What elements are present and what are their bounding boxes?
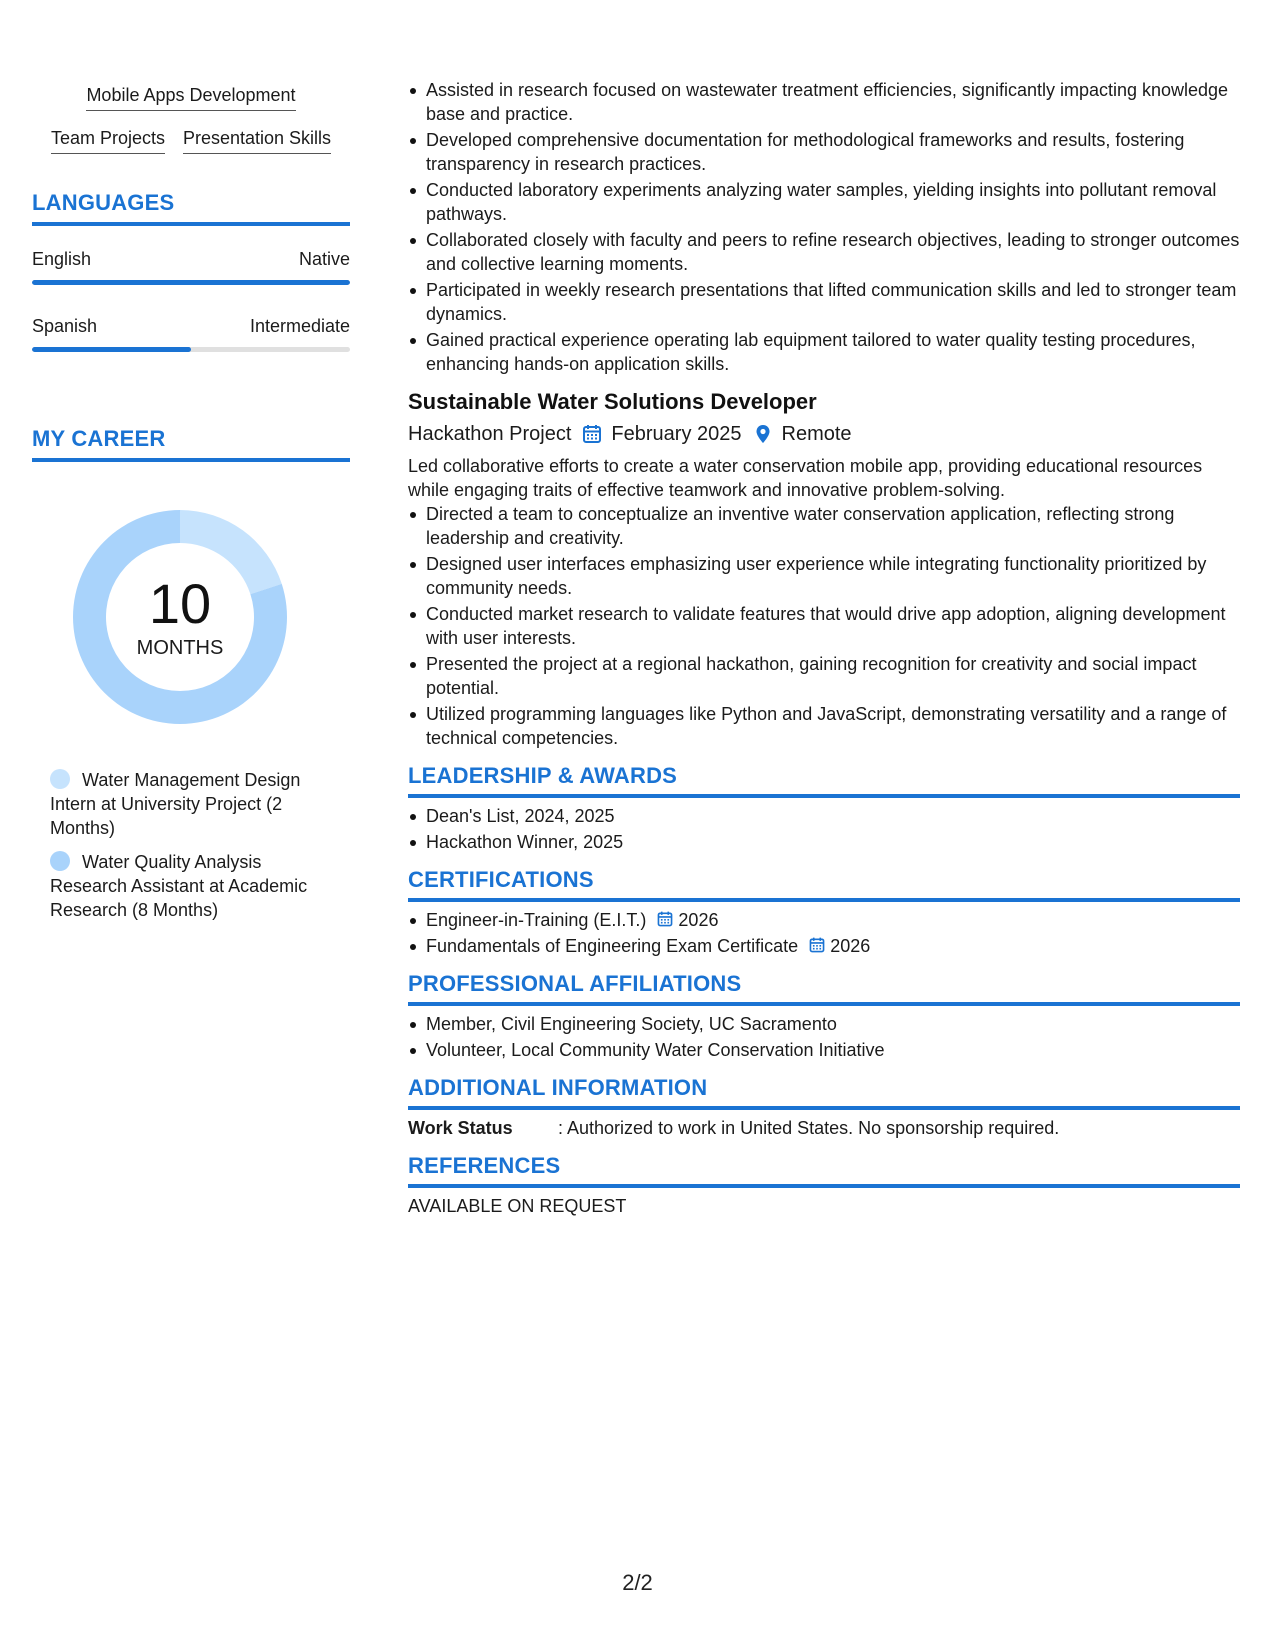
list-item: Conducted laboratory experiments analyzing water samples, yielding insights into pollutant removal pathways. (426, 178, 1240, 226)
language-list (32, 248, 350, 352)
legend-item (50, 850, 320, 922)
section-heading: LANGUAGES (32, 190, 175, 215)
legend-dot (50, 769, 70, 789)
list-item: Member, Civil Engineering Society, UC Sacramento (426, 1012, 1240, 1036)
legend-item (50, 768, 320, 840)
list-item: Utilized programming languages like Python and JavaScript, demonstrating versatility and a range of technical competencies. (426, 702, 1240, 750)
section-heading: ADDITIONAL INFORMATION (408, 1075, 708, 1100)
list-item: Assisted in research focused on wastewater treatment efficiencies, significantly impacting knowledge base and practice. (426, 78, 1240, 126)
references-text: AVAILABLE ON REQUEST (408, 1196, 627, 1216)
skill-tag: Mobile Apps Development (86, 84, 295, 111)
info-row (408, 1116, 1240, 1140)
certification-year: 2026 (830, 936, 871, 956)
list-item: Developed comprehensive documentation for methodological frameworks and results, fostering transparency in research practices. (426, 128, 1240, 176)
certification-name: Fundamentals of Engineering Exam Certificate (426, 936, 799, 956)
list-item: Collaborated closely with faculty and peers to refine research objectives, leading to stronger outcomes and collective learning moments. (426, 230, 1240, 274)
section-rule (408, 1106, 1240, 1110)
certifications-section (408, 868, 1240, 958)
list-item: Gained practical experience operating lab equipment tailored to water quality testing procedures, enhancing hands-on application skills. (426, 328, 1240, 376)
career-section (32, 426, 350, 922)
language-level: Intermediate (249, 316, 350, 336)
skill-row-2 (32, 127, 350, 154)
languages-section (32, 190, 350, 352)
list-item: Hackathon Winner, 2025 (426, 830, 1240, 854)
career-donut (65, 502, 295, 732)
language-bar (32, 280, 350, 285)
job-title: Sustainable Water Solutions Developer (408, 389, 817, 414)
additional-info-section (408, 1076, 1240, 1140)
certification-year: 2026 (678, 910, 719, 930)
calendar-icon (581, 423, 603, 445)
language-level: Native (298, 249, 350, 269)
list-item (426, 908, 1240, 932)
job-summary: Led collaborative efforts to create a water conservation mobile app, providing educational resources while engaging traits of effective teamwork and innovative problem-solving. (408, 456, 1203, 500)
language-item (32, 248, 350, 285)
section-rule (32, 458, 350, 462)
language-bar-fill (32, 347, 191, 352)
language-item (32, 315, 350, 352)
calendar-icon (656, 910, 674, 928)
page-number: 2/2 (622, 1570, 653, 1595)
section-heading: PROFESSIONAL AFFILIATIONS (408, 971, 742, 996)
donut-center (65, 502, 295, 732)
left-column (32, 84, 350, 932)
section-heading: LEADERSHIP & AWARDS (408, 763, 678, 788)
career-legend (50, 768, 320, 922)
list-item: Presented the project at a regional hackathon, gaining recognition for creativity and social impact potential. (426, 652, 1240, 700)
list-item (426, 934, 1240, 958)
section-heading: MY CAREER (32, 426, 166, 451)
skill-tag: Presentation Skills (183, 127, 331, 154)
list-item: Participated in weekly research presentations that lifted communication skills and led to stronger team dynamics. (426, 278, 1240, 326)
right-column (408, 78, 1240, 1218)
skill-row-1 (32, 84, 350, 111)
job-organization: Hackathon Project (408, 423, 572, 445)
legend-dot (50, 851, 70, 871)
info-value: : Authorized to work in United States. No sponsorship required. (558, 1118, 1060, 1138)
list-item: Volunteer, Local Community Water Conservation Initiative (426, 1038, 1240, 1062)
job-bullets (408, 502, 1240, 750)
list-item: Conducted market research to validate features that would drive app adoption, aligning development with user interests. (426, 602, 1240, 650)
section-heading: CERTIFICATIONS (408, 867, 594, 892)
section-rule (408, 1184, 1240, 1188)
list-item: Designed user interfaces emphasizing user experience while integrating functionality prioritized by community needs. (426, 552, 1240, 600)
section-rule (32, 222, 350, 226)
section-heading: REFERENCES (408, 1153, 561, 1178)
legend-label: Water Quality Analysis Research Assistant at Academic Research (8 Months) (50, 852, 308, 920)
job-location: Remote (781, 423, 852, 445)
skill-tag: Team Projects (51, 127, 165, 154)
career-total-number: 10 (148, 571, 212, 635)
info-key: Work Status (408, 1118, 513, 1138)
job-date: February 2025 (611, 423, 742, 445)
language-bar (32, 347, 350, 352)
section-rule (408, 794, 1240, 798)
legend-label: Water Management Design Intern at University Project (2 Months) (50, 770, 301, 838)
language-name: English (32, 249, 92, 269)
list-item: Directed a team to conceptualize an inventive water conservation application, reflecting strong leadership and creativity. (426, 502, 1240, 550)
affiliations-section (408, 972, 1240, 1062)
language-name: Spanish (32, 316, 98, 336)
section-rule (408, 1002, 1240, 1006)
section-rule (408, 898, 1240, 902)
language-bar-fill (32, 280, 350, 285)
list-item: Dean's List, 2024, 2025 (426, 804, 1240, 828)
certification-name: Engineer-in-Training (E.I.T.) (426, 910, 647, 930)
job-entry (408, 388, 1240, 750)
leadership-section (408, 764, 1240, 854)
calendar-icon (808, 936, 826, 954)
job-meta (408, 420, 1240, 448)
experience-bullets-continued (408, 78, 1240, 376)
career-total-unit: MONTHS (136, 636, 224, 659)
location-pin-icon (752, 423, 774, 445)
references-section (408, 1154, 1240, 1218)
skills-tags (32, 84, 350, 154)
